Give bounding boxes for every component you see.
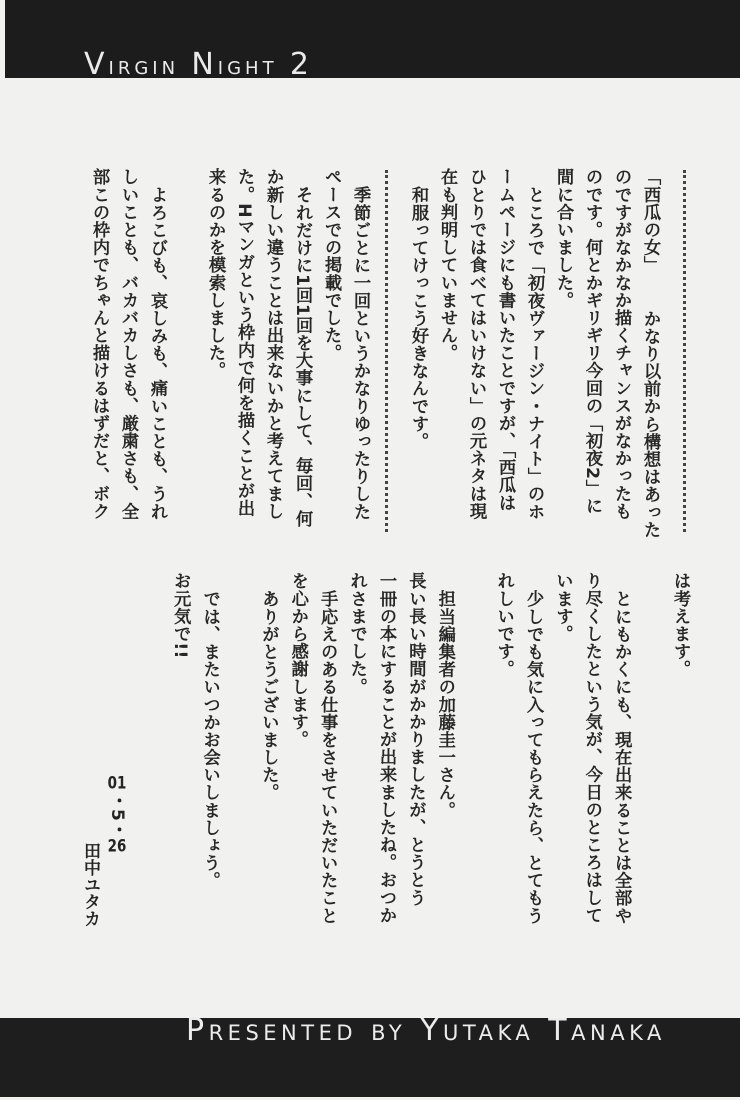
column-text: のです。何とかギリギリ今回の「初夜2」に — [582, 168, 602, 515]
text-column — [287, 572, 309, 748]
column-text: お元気で!! — [170, 572, 191, 659]
column-text: れさまでした。 — [346, 572, 367, 696]
column-text: 間に合いました。 — [553, 168, 573, 309]
text-column — [146, 186, 168, 520]
column-text: を心から感謝します。 — [287, 572, 308, 748]
text-column — [257, 590, 279, 801]
column-text: 部この枠内でちゃんと描けるはずだと、ボク — [89, 168, 109, 520]
column-text: た。Hマンガという枠内で何を描くことが出 — [234, 168, 254, 517]
column-text: とにもかくにも、現在出来ることは全部や — [611, 590, 632, 925]
column-text: ペースでの掲載でした。 — [321, 168, 341, 362]
column-text: ところで「初夜ヴァージン・ナイト」のホ — [524, 186, 544, 521]
column-text: ありがとうございました。 — [258, 590, 279, 802]
column-text: しいことも、バカバカしさも、厳粛さも、全 — [118, 168, 138, 520]
text-column — [233, 168, 255, 517]
column-text: ームページにも書いたことですが、「西瓜は — [495, 168, 515, 512]
author-signature: 田中ユタカ — [80, 842, 100, 927]
text-column — [434, 590, 456, 819]
column-text: 手応えのある仕事をさせていただいたこと — [317, 590, 338, 925]
column-text: よろこびも、哀しみも、痛いことも、うれ — [147, 186, 167, 521]
text-column — [610, 590, 632, 924]
text-column — [436, 168, 458, 362]
text-column — [552, 168, 574, 309]
text-column — [465, 168, 487, 520]
text-column — [523, 186, 545, 520]
text-column — [291, 186, 313, 527]
text-column — [610, 168, 632, 520]
column-text: 一冊の本にすることが出来ましたね。おつか — [376, 572, 396, 924]
text-column — [407, 186, 429, 450]
text-column — [581, 572, 603, 924]
column-text: か新しい違うことは出来ないかと考えてまし — [263, 168, 283, 520]
column-text: 担当編集者の加藤圭一さん。 — [434, 590, 455, 819]
column-text: 来るのかを模索しました。 — [205, 168, 225, 380]
column-text: では、またいつかお会いしましょう。 — [199, 590, 220, 890]
footer-credit: Presented by Yutaka Tanaka — [186, 1013, 666, 1048]
text-column — [522, 590, 544, 924]
column-text: かなり以前から構想はあった — [640, 309, 660, 539]
dotted-separator-right — [683, 170, 686, 532]
column-text: れしいです。 — [493, 572, 514, 678]
column-text: のですがなかなか描くチャンスがなかったも — [611, 168, 631, 520]
column-text: ひとりでは食べてはいけない」の元ネタは現 — [466, 168, 486, 520]
column-text: り尽くしたという気が、今日のところはして — [581, 572, 602, 924]
text-column — [669, 572, 691, 678]
text-column — [316, 590, 338, 924]
column-text: 長い長い時間がかかりましたが、とうとう — [405, 572, 426, 907]
date: 01・5・26 — [107, 775, 127, 855]
column-text: 和服ってけっこう好きなんです。 — [408, 186, 428, 450]
text-column — [346, 572, 368, 695]
column-text: 在も判明していません。 — [437, 168, 457, 362]
column-text: それだけに1回1回を大事にして、毎回、何 — [292, 186, 312, 528]
text-column — [551, 572, 573, 642]
text-column — [639, 168, 661, 538]
text-column — [404, 572, 426, 906]
text-column — [88, 168, 110, 520]
text-column — [204, 168, 226, 379]
text-column — [117, 168, 139, 520]
text-column — [320, 168, 342, 362]
text-column — [169, 572, 191, 659]
text-column — [581, 168, 603, 515]
column-heading: 「西瓜の女」 — [640, 168, 660, 274]
text-column — [375, 572, 397, 924]
column-text: 季節ごとに一回というかなりゆったりした — [350, 186, 370, 521]
column-text: 少しでも気に入ってもらえたら、とてもう — [523, 590, 543, 925]
text-column — [493, 572, 515, 678]
dotted-separator-middle — [385, 170, 388, 532]
column-text: は考えます。 — [670, 572, 690, 678]
text-column — [494, 168, 516, 511]
column-text: います。 — [552, 572, 573, 643]
text-column — [262, 168, 284, 520]
page-title: Virgin Night 2 — [84, 47, 313, 82]
text-column — [199, 590, 221, 889]
text-column — [349, 186, 371, 520]
